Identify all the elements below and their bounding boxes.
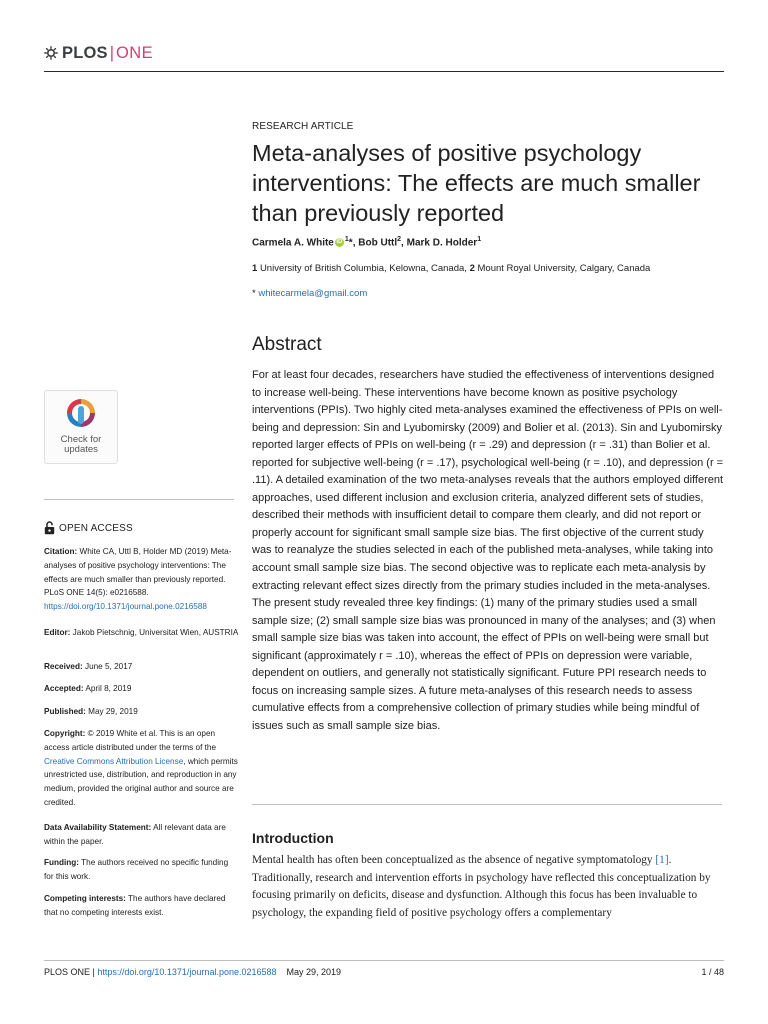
- accepted-label: Accepted:: [44, 684, 84, 693]
- received-label: Received:: [44, 662, 83, 671]
- author-name[interactable]: Mark D. Holder: [406, 237, 478, 249]
- introduction-heading: Introduction: [252, 830, 334, 846]
- affiliation-number: 1: [252, 263, 258, 274]
- author-separator: ,: [352, 237, 359, 249]
- affiliations: [252, 263, 650, 274]
- citation-text: White CA, Uttl B, Holder MD (2019) Meta-analyses of positive psychology interventions: The effects are much smaller than previously reported. PLoS ONE 14(5): e0216588.: [44, 547, 232, 598]
- published-date: May 29, 2019: [88, 707, 138, 716]
- abstract-divider: [252, 804, 722, 805]
- editor-block: [44, 626, 239, 640]
- affiliation-marker: 1: [344, 236, 349, 243]
- footer-journal: PLOS ONE |: [44, 967, 98, 977]
- open-lock-icon: [44, 521, 55, 535]
- affiliation-number: 2: [469, 263, 475, 274]
- citation-label: Citation:: [44, 547, 78, 556]
- footer-date: May 29, 2019: [286, 967, 342, 977]
- competing-interests-text: The authors have declared that no competing interests exist.: [44, 894, 226, 917]
- copyright-text: , which permits unrestricted use, distribution, and reproduction in any medium, provided the original author and source are credited.: [44, 756, 238, 807]
- footer-divider: [44, 960, 724, 961]
- affiliation-text: Mount Royal University, Calgary, Canada: [477, 263, 651, 274]
- competing-interests-block: [44, 892, 239, 920]
- published-block: [44, 705, 239, 719]
- editor-text: Jakob Pietschnig, Universitat Wien, AUSTRIA: [72, 628, 239, 637]
- funding-label: Funding:: [44, 858, 80, 867]
- email-link[interactable]: whitecarmela@gmail.com: [258, 288, 368, 299]
- accepted-date: April 8, 2019: [85, 684, 132, 693]
- affiliation-marker: 2: [397, 236, 402, 243]
- editor-label: Editor:: [44, 628, 71, 637]
- affiliation-text: University of British Columbia, Kelowna, Canada,: [259, 263, 467, 274]
- article-title: Meta-analyses of positive psychology interventions: The effects are much smaller than previously reported: [252, 140, 701, 226]
- corresponding-marker: *: [348, 237, 353, 249]
- open-access-text: OPEN ACCESS: [59, 522, 133, 534]
- author-separator: ,: [401, 237, 407, 249]
- accepted-block: [44, 682, 239, 696]
- affiliation-marker: 1: [477, 236, 482, 243]
- reference-link[interactable]: [1]: [655, 854, 669, 866]
- sidebar-divider: [44, 499, 234, 500]
- logo-plos-text: PLOS: [62, 43, 108, 62]
- article-type: RESEARCH ARTICLE: [252, 121, 354, 132]
- doi-link[interactable]: https://doi.org/10.1371/journal.pone.0216588: [44, 602, 207, 612]
- funding-text: The authors received no specific funding for this work.: [44, 858, 229, 881]
- check-for-updates-badge[interactable]: [44, 390, 118, 464]
- header-divider: [44, 71, 724, 72]
- logo-separator: |: [109, 43, 115, 62]
- check-updates-line: updates: [64, 444, 98, 455]
- copyright-block: [44, 727, 239, 810]
- author-name[interactable]: Bob Uttl: [358, 237, 398, 249]
- copyright-text: © 2019 White et al. This is an open access article distributed under the terms of the: [44, 729, 217, 752]
- author-name[interactable]: Carmela A. White: [252, 237, 334, 249]
- author-list: [252, 236, 481, 248]
- footer-citation: [44, 967, 341, 977]
- citation-block: [44, 545, 239, 614]
- intro-text: . Traditionally, research and intervention efforts in psychology have reflected this conceptualization by focusing primarily on deficits, disease and dysfunction. Although this focus has been invaluable to psychology, the expanding field of positive psychology offers a complementary: [252, 854, 711, 919]
- data-availability-text: All relevant data are within the paper.: [44, 823, 226, 846]
- abstract-text: For at least four decades, researchers have studied the effectiveness of interventions designed to increase well-being. These interventions have become known as positive psychology interventions (PPIs). Two highly cited meta-analyses examined the effectiveness of PPIs on well-being and depression: Sin and Lyubomirsky (2009) and Bolier et al. (2013). Sin and Lyubomirsky reported larger effects of PPIs on well-being (r = .29) and depression (r = .31) than Bolier et al. reported for subjective well-being (r = .17), psychological well-being (r = .10), and depression (r = .11). A detailed examination of the two meta-analyses reveals that the authors employed different approaches, used different inclusion and exclusion criteria, analyzed different sets of studies, described their methods with insufficient detail to compare them clearly, and did not report or properly account for significant small sample size bias. The first objective of the current study was to reanalyze the studies selected in each of the published meta-analyses, while taking into account small sample size bias. The second objective was to replicate each meta-analysis by extracting relevant effect sizes directly from the primary studies included in the meta-analyses. The present study revealed three key findings: (1) many of the primary studies used a small sample size; (2) small sample size bias was pronounced in many of the analyses; and (3) when small sample size bias was taken into account, the effect of PPIs on well-being were small but significant (approximately r = .10), whereas the effect of PPIs on depression were variable, dependent on outliers, and generally not statistically significant. Future PPI research needs to focus on increasing sample sizes. A future meta-analyses of this research needs to assess cumulative effects from a comprehensive collection of primary studies while being mindful of issues such as small sample size bias.: [252, 369, 724, 732]
- copyright-label: Copyright:: [44, 729, 86, 738]
- logo-one-text: ONE: [116, 43, 153, 62]
- funding-block: [44, 856, 239, 884]
- corresponding-email: [252, 288, 367, 299]
- intro-text: Mental health has often been conceptualized as the absence of negative symptomatology: [252, 854, 656, 866]
- page-number: 1 / 48: [701, 967, 724, 977]
- check-updates-icon: [65, 397, 97, 433]
- footer-doi-link[interactable]: https://doi.org/10.1371/journal.pone.0216588: [97, 967, 277, 977]
- orcid-icon[interactable]: iD: [336, 239, 343, 246]
- data-availability-block: [44, 821, 239, 849]
- competing-interests-label: Competing interests:: [44, 894, 126, 903]
- email-star: *: [252, 288, 256, 299]
- introduction-paragraph: [252, 852, 722, 922]
- received-date: June 5, 2017: [84, 662, 133, 671]
- published-label: Published:: [44, 707, 86, 716]
- received-block: [44, 660, 239, 674]
- license-link[interactable]: Creative Commons Attribution License: [44, 756, 184, 766]
- check-updates-line: Check for: [60, 434, 102, 445]
- data-availability-label: Data Availability Statement:: [44, 823, 152, 832]
- abstract-heading: Abstract: [252, 334, 322, 355]
- open-access-label: [44, 521, 133, 535]
- plos-sun-icon: [44, 46, 58, 60]
- plos-one-logo[interactable]: [44, 43, 153, 63]
- check-updates-label: [45, 435, 117, 455]
